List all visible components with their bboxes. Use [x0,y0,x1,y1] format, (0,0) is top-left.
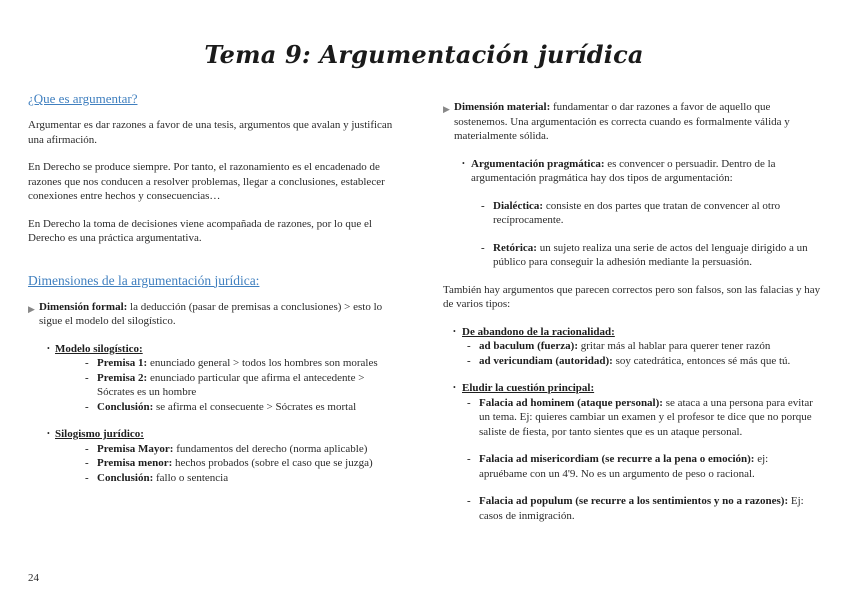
list-item [467,354,823,369]
dash-icon: - [467,453,471,465]
juridico-title-row [47,427,408,442]
bullet-icon: • [462,158,465,168]
list-item [85,356,390,371]
item-text: fallo o sentencia [153,471,229,484]
modelo-title-row [47,342,408,357]
dash-icon: - [481,199,485,212]
item-label: ad vericundiam (autoridad): [479,354,613,367]
dash-icon: - [85,400,89,413]
item-text: fundamentos del derecho (norma aplicable) [173,442,368,455]
item-text: soy catedrática, entonces sé más que tú. [612,354,791,367]
dash-icon: - [85,371,89,384]
dash-icon: - [467,495,471,507]
item-text: hechos probados (sobre el caso que se juzga) [172,457,373,469]
juridico-title: Silogismo jurídico: [55,428,144,440]
item-text: gritar más al hablar para querer tener razón [578,340,771,352]
item-text: enunciado particular que afirma el antecedente > Sócrates es un hombre [97,371,365,398]
page-number: 24 [28,572,39,584]
list-item [467,452,817,481]
item-label: Premisa menor: [97,457,173,469]
dash-icon: - [85,442,89,455]
eludir-list [467,396,817,524]
item-label: Premisa Mayor: [97,442,174,455]
list-item [467,339,823,354]
dialectica-text: consiste en dos partes que tratan de convencer al otro recíprocamente. [493,199,781,226]
item-label: Premisa 2: [97,371,148,384]
item-label: Conclusión: [97,400,154,413]
item-label: Falacia ad misericordiam (se recurre a la pena o emoción): [479,453,755,465]
dash-icon: - [85,457,89,469]
eludir-block [453,381,823,523]
item-text: enunciado general > todos los hombres son morales [147,357,378,369]
formal-label: Dimensión formal: [39,300,128,313]
dash-icon: - [481,241,485,254]
dialectica-label: Dialéctica: [493,199,544,212]
item-label: Conclusión: [97,471,154,484]
abandono-title-row [453,325,823,340]
pragmatica-item [462,157,823,186]
item-label: Falacia ad hominem (ataque personal): [479,396,663,409]
list-item [85,456,405,471]
list-item [467,494,817,523]
silogismo-juridico-block [47,427,408,485]
dash-icon: - [467,354,471,367]
bullet-icon: • [453,383,456,392]
paragraph-definition: Argumentar es dar razones a favor de una tesis, argumentos que avalan y justifican una afirmación. [28,119,393,146]
modelo-silogistico-block [47,342,408,415]
falacias-intro: También hay argumentos que parecen correctos pero son falsos, son las falacias y hay de varios tipos: [443,283,821,310]
paragraph-practica-argumentativa: En Derecho la toma de decisiones viene acompañada de razones, por lo que el Derecho es una práctica argumentativa. [28,217,372,244]
page-title: Tema 9: Argumentación jurídica [204,40,644,69]
heading-que-es-argumentar: ¿Que es argumentar? [28,91,138,106]
item-text: se afirma el consecuente > Sócrates es mortal [153,400,357,413]
item-label: ad baculum (fuerza): [479,340,578,352]
list-item [85,371,390,400]
list-item [481,199,821,228]
retorica-label: Retórica: [493,241,537,254]
eludir-title: Eludir la cuestión principal: [462,382,595,394]
pragmatica-text: es convencer o persuadir. Dentro de la argumentación pragmática hay dos tipos de argumentación: [471,157,776,184]
eludir-title-row [453,381,823,396]
abandono-title: De abandono de la racionalidad: [462,325,615,338]
dash-icon: - [467,396,471,409]
abandono-list [467,339,823,368]
list-item [85,471,405,486]
formal-text: la deducción (pasar de premisas a conclusiones) > esto lo sigue el modelo del silogístico. [39,300,383,327]
list-item [85,442,405,457]
item-label: Falacia ad populum (se recurre a los sentimientos y no a razones): [479,495,789,507]
pragmatica-label: Argumentación pragmática: [471,157,605,170]
modelo-title: Modelo silogístico: [55,342,143,355]
dash-icon: - [467,340,471,352]
list-item [481,241,821,270]
bullet-icon: • [453,326,456,336]
triangle-bullet-icon: ▶ [443,104,450,114]
dimension-material-item [443,100,823,144]
pragmatica-types-list [481,199,821,270]
item-text: se ataca a una persona para evitar un tema. Ej: quieres cambiar un examen y el profesor te dice que no porque saliste de fiesta, por tanto sientes que es un ataque personal. [479,396,813,438]
item-text: Ej: casos de inmigración. [479,495,804,522]
right-column [443,100,823,523]
juridico-list [85,442,405,486]
abandono-block [453,325,823,369]
paragraph-derecho-razonamiento: En Derecho se produce siempre. Por tanto, el razonamiento es el encadenado de razones que nos conducen a resolver problemas, llegar a conclusiones, establecer conexiones entre hechos y consecuencias… [28,161,385,202]
triangle-bullet-icon: ▶ [28,303,35,314]
material-label: Dimensión material: [454,101,551,113]
dimension-formal-item [28,300,408,329]
bullet-icon: • [47,343,50,353]
material-text: fundamentar o dar razones a favor de aquello que sostenemos. Una argumentación es correcta cuando es formalmente válida y materialmente sólida. [454,101,790,142]
item-text: ej: apruébame con un 4'9. No es un argumento de peso o racional. [479,453,769,480]
modelo-list [85,356,390,414]
item-label: Premisa 1: [97,357,148,369]
dash-icon: - [85,357,89,369]
retorica-text: un sujeto realiza una serie de actos del lenguaje dirigido a un público para conseguir la adhesión mediante la persuasión. [493,241,808,268]
dash-icon: - [85,471,89,484]
list-item [467,396,817,440]
list-item [85,400,390,415]
bullet-icon: • [47,429,50,438]
left-column [28,90,408,485]
heading-dimensiones: Dimensiones de la argumentación jurídica: [28,272,260,288]
